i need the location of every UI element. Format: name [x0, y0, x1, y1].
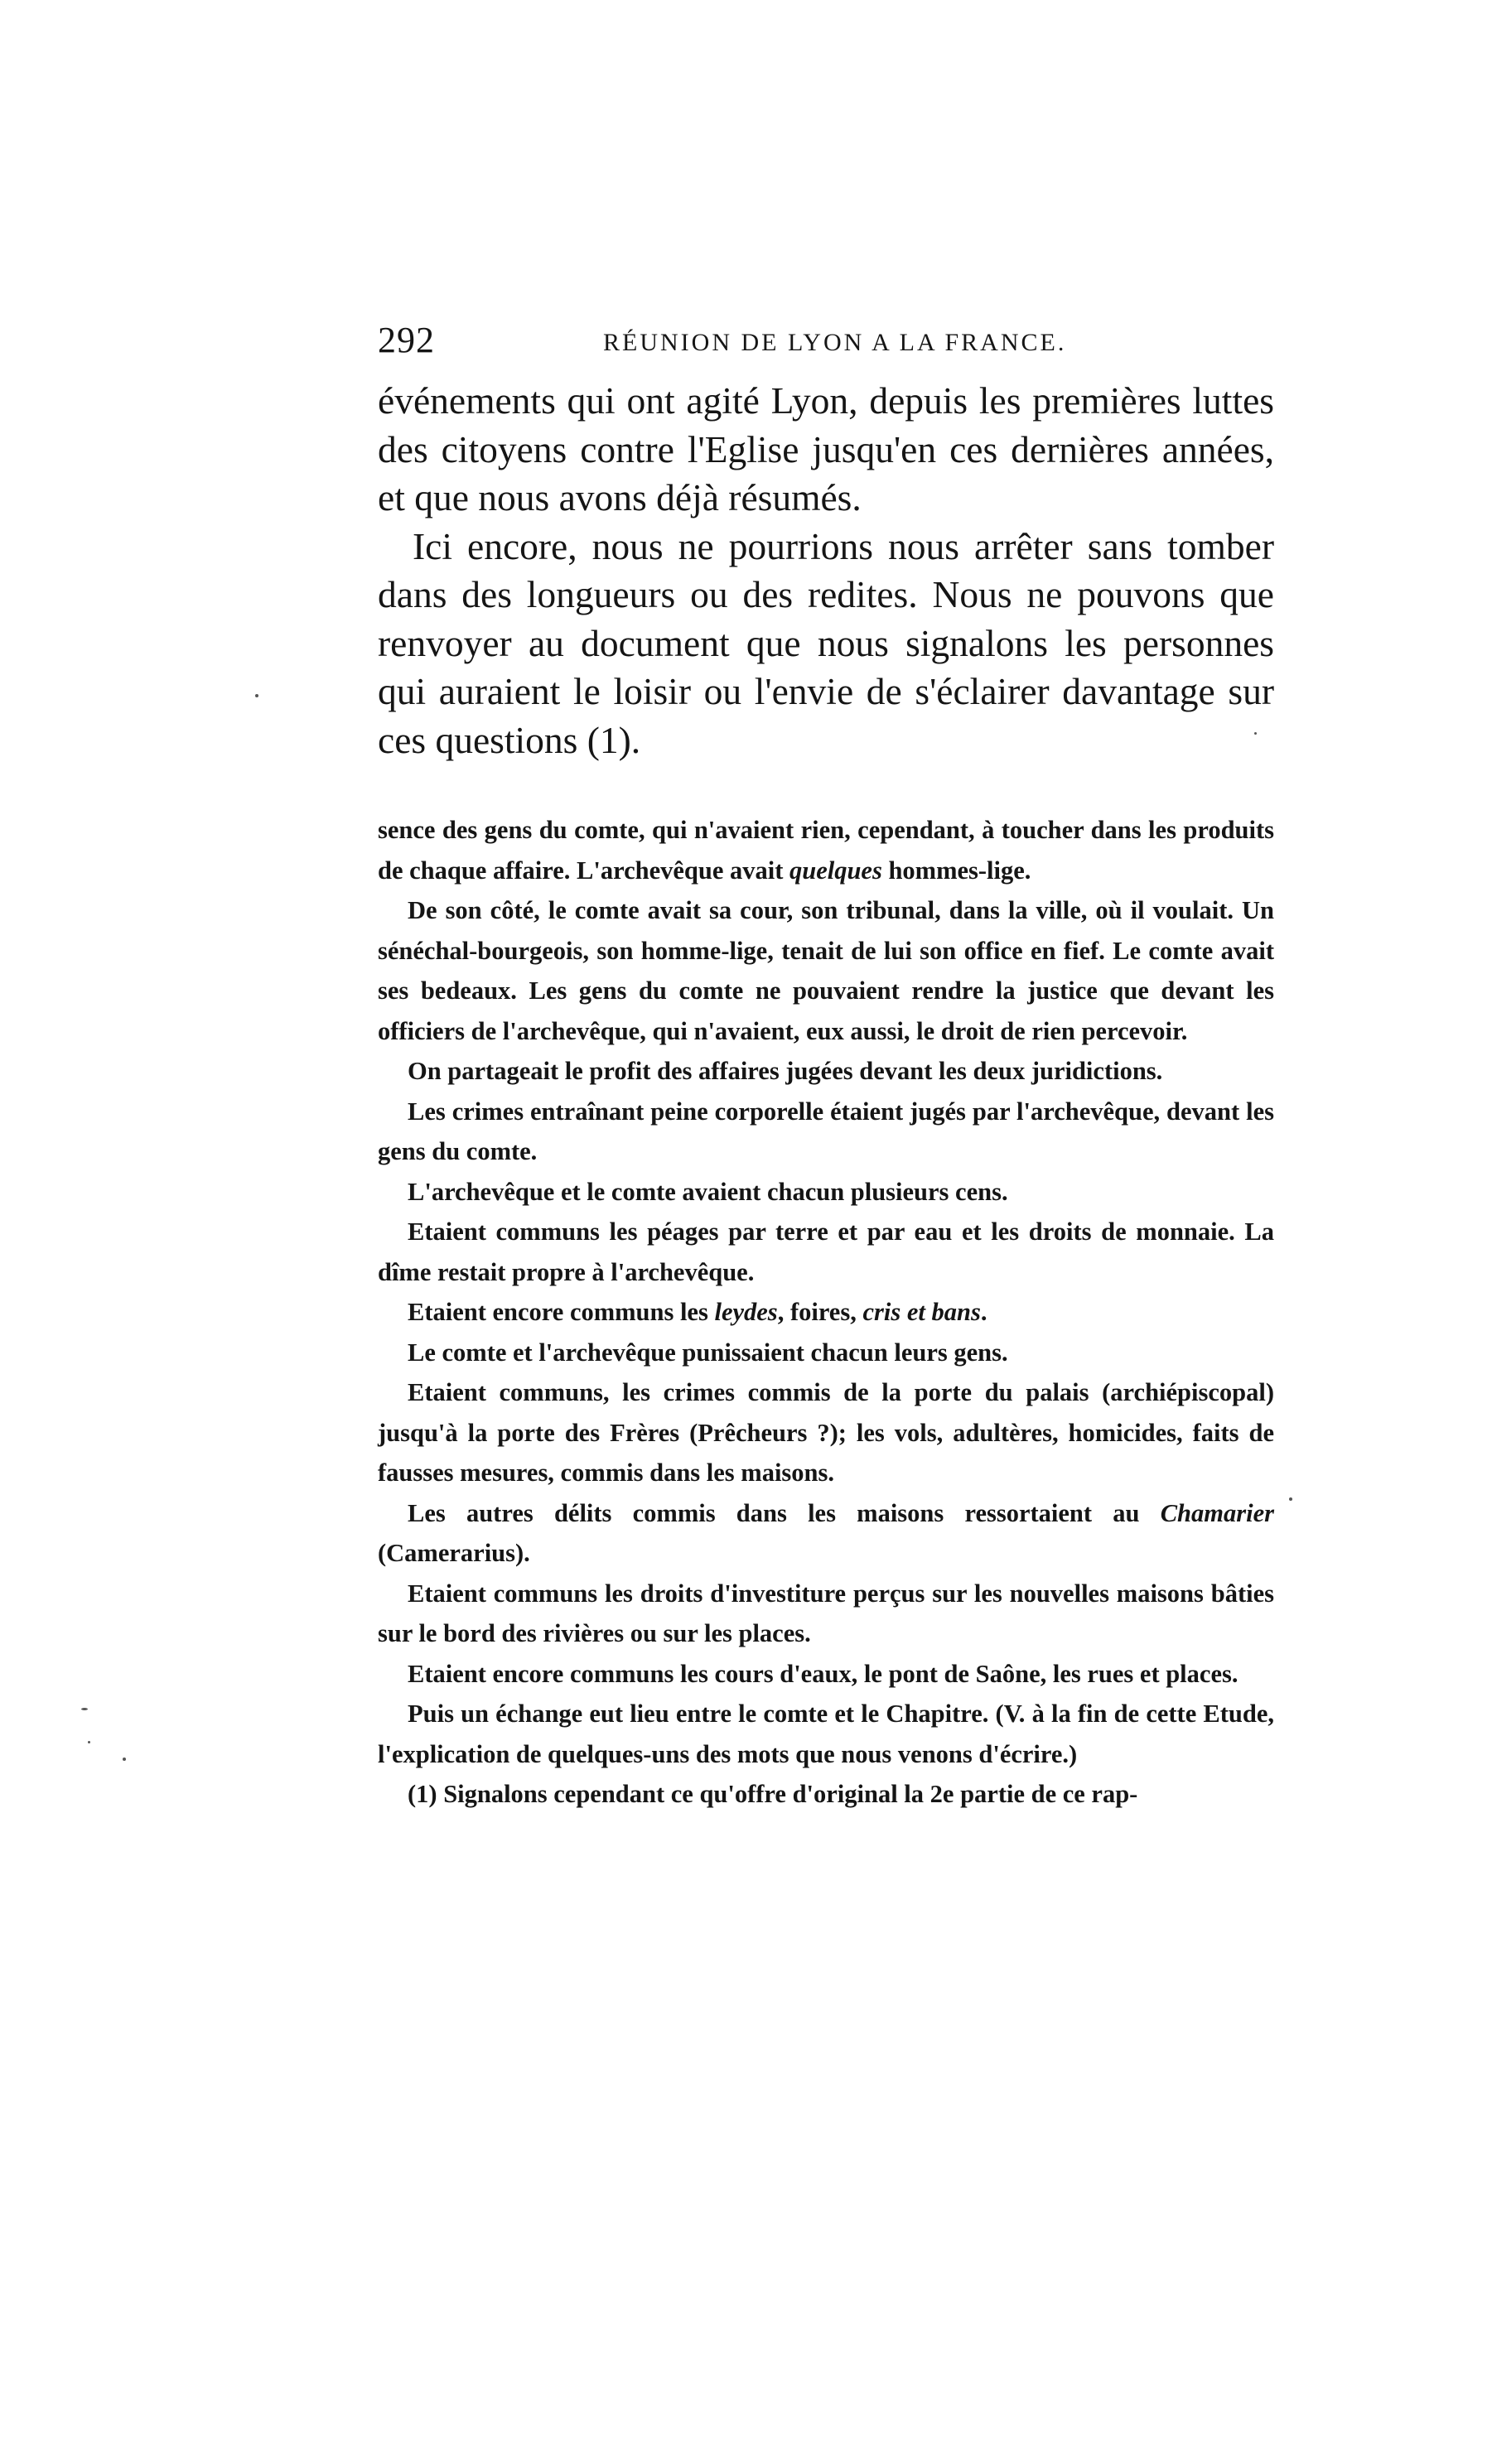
note-paragraph-7: Etaient encore communs les leydes, foires, cris et bans.: [408, 1298, 987, 1326]
main-text: [378, 377, 1274, 764]
notes-block: [378, 810, 1274, 1815]
note-paragraph-8: Le comte et l'archevêque punissaient chacun leurs gens.: [408, 1338, 1008, 1367]
page-number: 292: [378, 320, 435, 360]
note-paragraph-11: Etaient communs les droits d'investiture perçus sur les nouvelles maisons bâties sur le bord des rivières ou sur les places.: [378, 1579, 1274, 1647]
note-paragraph-6: Etaient communs les péages par terre et par eau et les droits de monnaie. La dîme restait propre à l'archevêque.: [378, 1218, 1274, 1286]
page-header: [378, 319, 1274, 369]
print-speck: [81, 1708, 88, 1710]
note-paragraph-12: Etaient encore communs les cours d'eaux, le pont de Saône, les rues et places.: [408, 1659, 1239, 1688]
running-title: RÉUNION DE LYON A LA FRANCE.: [603, 329, 1067, 356]
print-speck: [123, 1758, 126, 1761]
print-speck: [255, 694, 258, 697]
main-paragraph-1: événements qui ont agité Lyon, depuis les premières luttes des citoyens contre l'Eglise jusqu'en ces dernières années, et que nous avons déjà résumés.: [378, 379, 1274, 518]
note-paragraph-1: sence des gens du comte, qui n'avaient rien, cependant, à toucher dans les produits de chaque affaire. L'archevêque avait quelques hommes-lige.: [378, 816, 1274, 885]
note-paragraph-5: L'archevêque et le comte avaient chacun plusieurs cens.: [408, 1177, 1008, 1206]
footnote-1: (1) Signalons cependant ce qu'offre d'original la 2e partie de ce rap-: [408, 1780, 1138, 1808]
print-speck: [1289, 1497, 1292, 1501]
note-paragraph-3: On partageait le profit des affaires jugées devant les deux juridictions.: [408, 1057, 1163, 1085]
print-speck: [1254, 732, 1257, 735]
note-paragraph-13: Puis un échange eut lieu entre le comte et le Chapitre. (V. à la fin de cette Etude, l'explication de quelques-uns des mots que nous venons d'écrire.): [378, 1700, 1274, 1768]
print-speck: [88, 1741, 90, 1743]
note-paragraph-4: Les crimes entraînant peine corporelle étaient jugés par l'archevêque, devant les gens du comte.: [378, 1097, 1274, 1165]
note-paragraph-10: Les autres délits commis dans les maisons ressortaient au Chamarier (Camerarius).: [378, 1498, 1274, 1567]
main-paragraph-2: Ici encore, nous ne pourrions nous arrêter sans tomber dans des longueurs ou des redites. Nous ne pouvons que renvoyer au document que nous signalons les personnes qui auraient le loisir ou l'envie de s'éclairer davantage sur ces questions (1).: [378, 524, 1274, 761]
note-paragraph-9: Etaient communs, les crimes commis de la porte du palais (archiépiscopal) jusqu'à la porte des Frères (Prêcheurs ?); les vols, adultères, homicides, faits de fausses mesures, commis dans les maisons.: [378, 1378, 1274, 1487]
note-paragraph-2: De son côté, le comte avait sa cour, son tribunal, dans la ville, où il voulait. Un sénéchal-bourgeois, son homme-lige, tenait de lui son office en fief. Le comte avait ses bedeaux. Les gens du comte ne pouvaient rendre la justice que devant les officiers de l'archevêque, qui n'avaient, eux aussi, le droit de rien percevoir.: [378, 896, 1274, 1045]
